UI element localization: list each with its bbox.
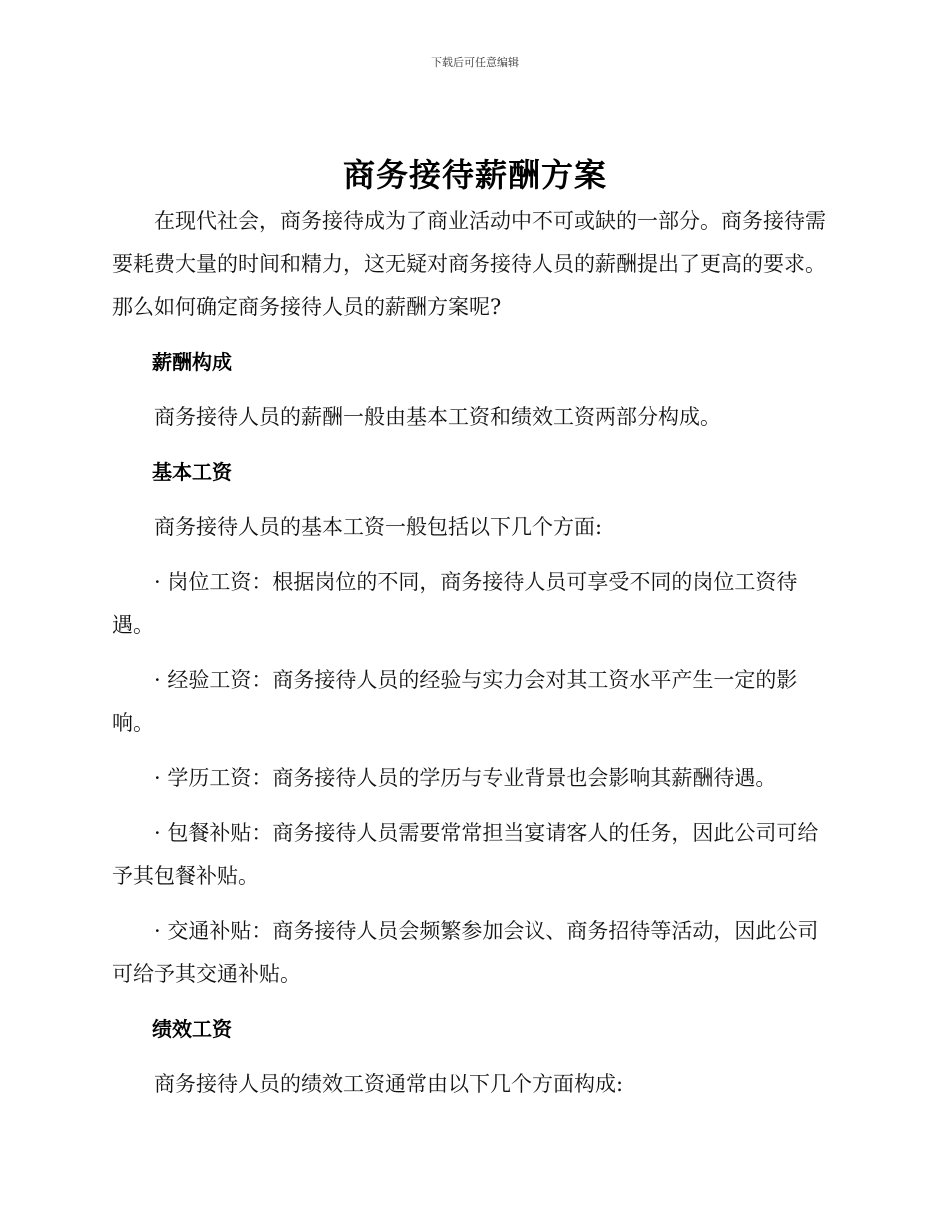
performance-salary-paragraph: 商务接待人员的绩效工资通常由以下几个方面构成:	[154, 1072, 624, 1096]
document-title: 商务接待薪酬方案	[342, 156, 607, 194]
section-heading-performance-salary: 绩效工资	[152, 1017, 232, 1041]
document-body	[112, 200, 832, 1106]
base-salary-paragraph: 商务接待人员的基本工资一般包括以下几个方面:	[154, 515, 603, 539]
list-item: · 经验工资：商务接待人员的经验与实力会对其工资水平产生一定的影响。	[112, 668, 798, 735]
header-note: 下载后可任意编辑	[431, 56, 519, 69]
section-heading-base-salary: 基本工资	[152, 460, 232, 484]
list-item: · 包餐补贴：商务接待人员需要常常担当宴请客人的任务，因此公司可给予其包餐补贴。	[112, 821, 819, 888]
composition-paragraph: 商务接待人员的薪酬一般由基本工资和绩效工资两部分构成。	[154, 405, 721, 429]
intro-paragraph: 在现代社会，商务接待成为了商业活动中不可或缺的一部分。商务接待需要耗费大量的时间和精力，这无疑对商务接待人员的薪酬提出了更高的要求。那么如何确定商务接待人员的薪酬方案呢?	[112, 209, 826, 319]
list-item: · 学历工资：商务接待人员的学历与专业背景也会影响其薪酬待遇。	[154, 766, 777, 790]
list-item: · 岗位工资：根据岗位的不同，商务接待人员可享受不同的岗位工资待遇。	[112, 570, 798, 637]
list-item: · 交通补贴：商务接待人员会频繁参加会议、商务招待等活动，因此公司可给予其交通补贴。	[112, 919, 819, 986]
section-heading-composition: 薪酬构成	[152, 350, 232, 374]
